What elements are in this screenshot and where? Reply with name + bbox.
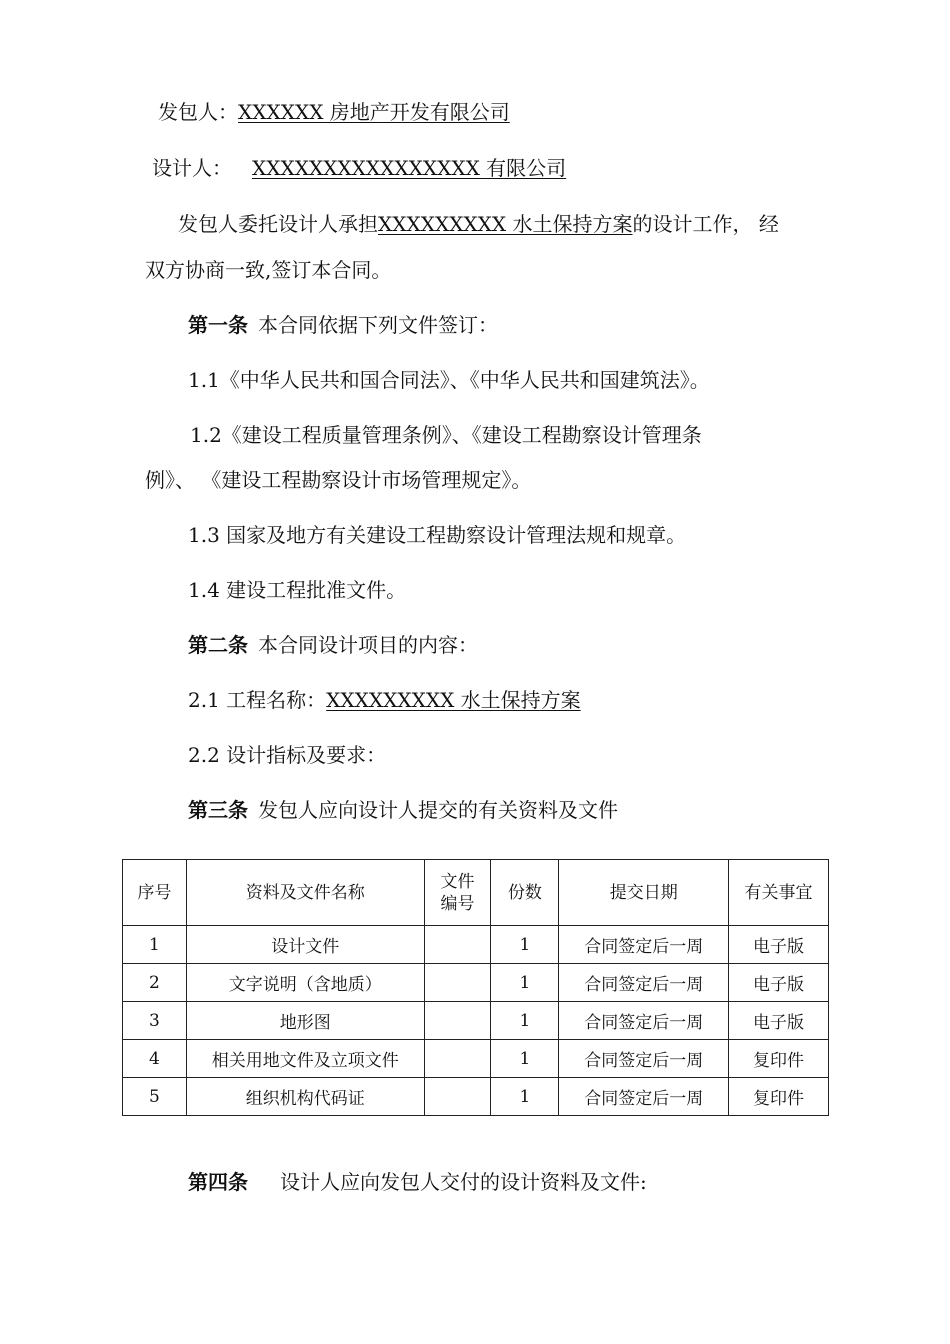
cell-copies: 1 [491, 1040, 559, 1078]
table-header-row [123, 860, 829, 926]
cell-name: 相关用地文件及立项文件 [186, 1040, 424, 1078]
article2-title [188, 631, 478, 659]
cell-copies: 1 [491, 926, 559, 964]
intro-line-1 [178, 210, 779, 238]
designer-line [152, 154, 566, 182]
article4-title [188, 1168, 647, 1196]
materials-table [122, 859, 829, 1116]
cell-code [424, 964, 491, 1002]
cell-seq: 1 [123, 926, 187, 964]
header-copies: 份数 [491, 860, 559, 926]
cell-code [424, 926, 491, 964]
cell-date: 合同签定后一周 [559, 1040, 729, 1078]
header-name: 资料及文件名称 [186, 860, 424, 926]
cell-date: 合同签定后一周 [559, 926, 729, 964]
cell-code [424, 1040, 491, 1078]
cell-remark: 电子版 [729, 1002, 829, 1040]
item-1-4: 1.4 建设工程批准文件。 [188, 578, 407, 602]
cell-seq: 2 [123, 964, 187, 1002]
cell-copies: 1 [491, 1002, 559, 1040]
item-1-3: 1.3 国家及地方有关建设工程勘察设计管理法规和规章。 [188, 523, 687, 547]
employer-line [158, 98, 510, 126]
table-row [123, 1002, 829, 1040]
header-code [424, 860, 491, 926]
cell-date: 合同签定后一周 [559, 1002, 729, 1040]
article1-heading: 第一条 [188, 313, 248, 337]
article3-title [188, 796, 618, 824]
cell-remark: 复印件 [729, 1040, 829, 1078]
cell-copies: 1 [491, 964, 559, 1002]
table-row [123, 926, 829, 964]
designer-name: XXXXXXXXXXXXXXXX 有限公司 [252, 156, 567, 180]
item-1-2-line-2: 例》、 《建设工程勘察设计市场管理规定》。 [145, 468, 532, 492]
item-2-2: 2.2 设计指标及要求： [188, 743, 387, 767]
cell-code [424, 1078, 491, 1116]
header-seq: 序号 [123, 860, 187, 926]
item-1-2-line-1: 1.2《建设工程质量管理条例》、《建设工程勘察设计管理条 [190, 423, 702, 447]
cell-name: 地形图 [186, 1002, 424, 1040]
article1-text: 本合同依据下列文件签订： [258, 313, 498, 337]
header-code-line1: 文件 [440, 871, 475, 892]
intro-line-2: 双方协商一致,签订本合同。 [145, 258, 392, 282]
item-2-1 [188, 686, 581, 714]
header-remark: 有关事宜 [729, 860, 829, 926]
item-2-1-label: 2.1 工程名称： [188, 688, 327, 712]
cell-name: 文字说明（含地质） [186, 964, 424, 1002]
cell-seq: 5 [123, 1078, 187, 1116]
cell-name: 组织机构代码证 [186, 1078, 424, 1116]
item-2-1-value: XXXXXXXXX 水土保持方案 [326, 688, 581, 712]
table-row [123, 1078, 829, 1116]
article4-text: 设计人应向发包人交付的设计资料及文件: [280, 1170, 647, 1194]
employer-name: XXXXXX 房地产开发有限公司 [238, 100, 510, 124]
intro-project: XXXXXXXXX 水土保持方案 [378, 212, 633, 236]
employer-label: 发包人： [158, 100, 238, 124]
article1-title [188, 311, 498, 339]
article3-heading: 第三条 [188, 798, 248, 822]
cell-seq: 3 [123, 1002, 187, 1040]
article2-text: 本合同设计项目的内容： [258, 633, 478, 657]
cell-remark: 复印件 [729, 1078, 829, 1116]
intro-part1: 发包人委托设计人承担 [178, 212, 378, 236]
cell-copies: 1 [491, 1078, 559, 1116]
table-row [123, 964, 829, 1002]
article3-text: 发包人应向设计人提交的有关资料及文件 [258, 798, 618, 822]
article2-heading: 第二条 [188, 633, 248, 657]
cell-date: 合同签定后一周 [559, 964, 729, 1002]
cell-seq: 4 [123, 1040, 187, 1078]
cell-remark: 电子版 [729, 964, 829, 1002]
header-code-line2: 编号 [440, 893, 475, 914]
cell-date: 合同签定后一周 [559, 1078, 729, 1116]
table-row [123, 1040, 829, 1078]
cell-name: 设计文件 [186, 926, 424, 964]
item-1-1: 1.1《中华人民共和国合同法》、《中华人民共和国建筑法》。 [188, 368, 710, 392]
header-date: 提交日期 [559, 860, 729, 926]
cell-code [424, 1002, 491, 1040]
article4-heading: 第四条 [188, 1170, 248, 1194]
intro-part2: 的设计工作， 经 [632, 212, 779, 236]
designer-label: 设计人： [152, 156, 232, 180]
cell-remark: 电子版 [729, 926, 829, 964]
